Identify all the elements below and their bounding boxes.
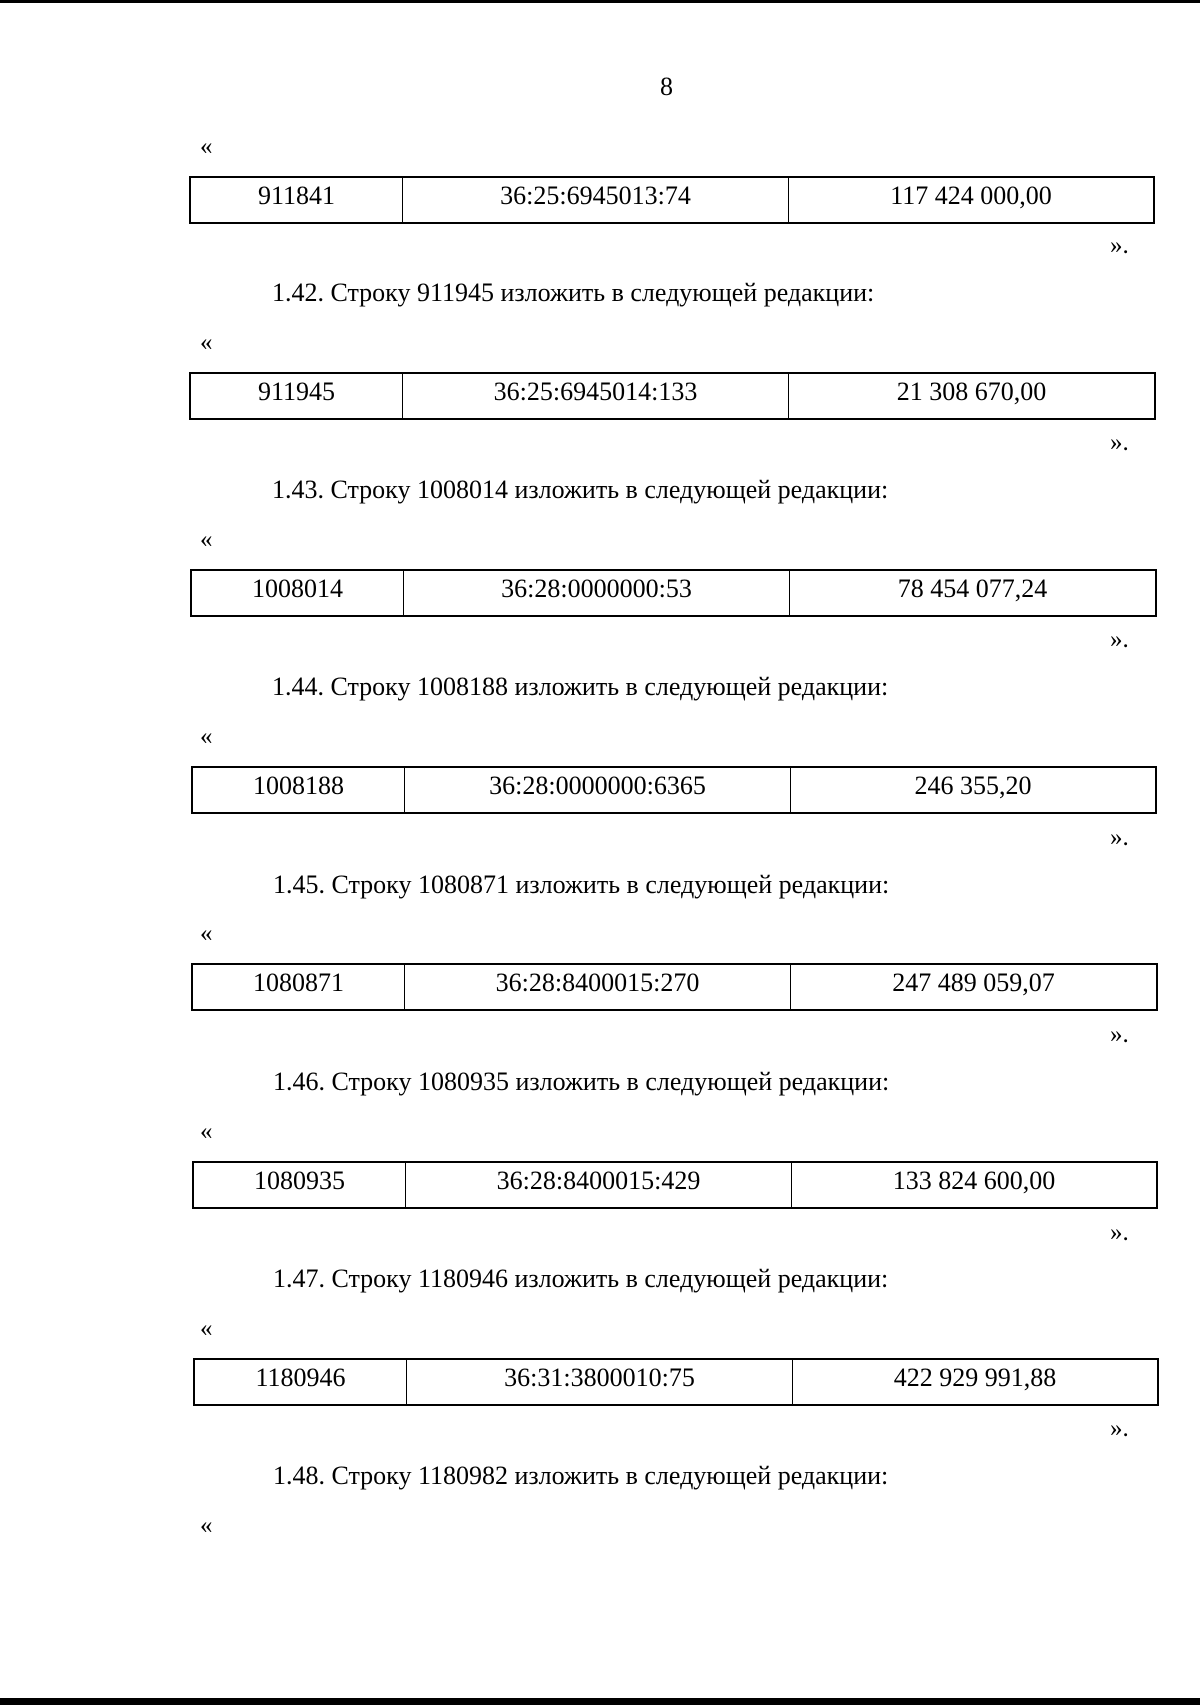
- close-quote: ».: [1110, 626, 1129, 653]
- table-row: [190, 569, 1157, 617]
- cadastral-value-cell: 246 355,20: [914, 771, 1032, 800]
- cadastral-value-cell: 133 824 600,00: [892, 1166, 1056, 1195]
- amendment-heading: 1.45. Строку 1080871 изложить в следующей редакции:: [273, 870, 890, 899]
- table-row: [191, 766, 1157, 814]
- cadastral-value-cell: 78 454 077,24: [897, 574, 1048, 603]
- row-number-cell: 1080935: [194, 1163, 406, 1207]
- table-row: [189, 176, 1155, 224]
- close-quote: ».: [1110, 429, 1129, 456]
- table-row: [192, 1161, 1158, 1209]
- close-quote: ».: [1110, 1415, 1129, 1442]
- amendment-heading: 1.42. Строку 911945 изложить в следующей редакции:: [272, 278, 875, 307]
- close-quote: ».: [1110, 232, 1129, 259]
- row-number-cell: 911841: [191, 178, 403, 222]
- amendment-heading: 1.43. Строку 1008014 изложить в следующей редакции:: [272, 475, 889, 504]
- amendment-heading: 1.46. Строку 1080935 изложить в следующей редакции:: [273, 1067, 890, 1096]
- row-number-cell: 911945: [191, 374, 403, 418]
- open-quote: «: [200, 329, 213, 356]
- open-quote: «: [200, 1118, 213, 1145]
- open-quote: «: [200, 526, 213, 553]
- table-row: [193, 1358, 1159, 1406]
- cadastral-number-cell: 36:28:8400015:270: [405, 965, 791, 1009]
- page-number: 8: [660, 72, 673, 101]
- page-frame-top: [0, 0, 1200, 3]
- row-number-cell: 1180946: [195, 1360, 407, 1404]
- cadastral-number-cell: 36:25:6945014:133: [403, 374, 789, 418]
- amendment-heading: 1.44. Строку 1008188 изложить в следующей редакции:: [272, 672, 889, 701]
- amendment-heading: 1.47. Строку 1180946 изложить в следующей редакции:: [273, 1264, 889, 1293]
- cadastral-number-cell: 36:31:3800010:75: [407, 1360, 793, 1404]
- cadastral-number-cell: 36:25:6945013:74: [403, 178, 789, 222]
- table-row: [191, 963, 1158, 1011]
- row-number-cell: 1080871: [193, 965, 405, 1009]
- open-quote: «: [200, 920, 213, 947]
- page-frame-bottom: [0, 1698, 1200, 1705]
- open-quote: «: [200, 1315, 213, 1342]
- open-quote: «: [200, 133, 213, 160]
- cadastral-value-cell: 247 489 059,07: [892, 968, 1055, 997]
- row-number-cell: 1008188: [193, 768, 405, 812]
- amendment-heading: 1.48. Строку 1180982 изложить в следующей редакции:: [273, 1461, 889, 1490]
- close-quote: ».: [1110, 824, 1129, 851]
- row-number-cell: 1008014: [192, 571, 404, 615]
- table-row: [189, 372, 1156, 420]
- cadastral-value-cell: 422 929 991,88: [893, 1363, 1057, 1392]
- open-quote: «: [200, 1512, 213, 1539]
- cadastral-number-cell: 36:28:0000000:53: [404, 571, 790, 615]
- close-quote: ».: [1110, 1021, 1129, 1048]
- close-quote: ».: [1110, 1219, 1129, 1246]
- open-quote: «: [200, 723, 213, 750]
- cadastral-value-cell: 21 308 670,00: [896, 377, 1047, 406]
- cadastral-number-cell: 36:28:0000000:6365: [405, 768, 791, 812]
- cadastral-number-cell: 36:28:8400015:429: [406, 1163, 792, 1207]
- cadastral-value-cell: 117 424 000,00: [890, 181, 1052, 210]
